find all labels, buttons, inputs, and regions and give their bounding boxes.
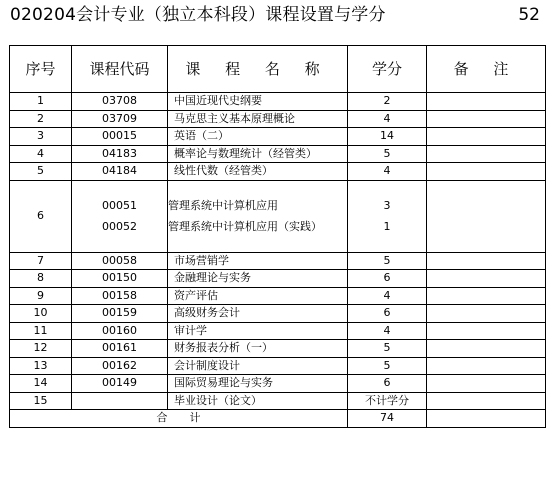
code-cell: 00149 xyxy=(72,375,168,393)
table-row xyxy=(10,163,546,181)
course-table xyxy=(9,45,546,428)
code-cell xyxy=(72,180,168,252)
table-row xyxy=(10,110,546,128)
code-line: 00052 xyxy=(102,220,137,233)
header-seq: 序号 xyxy=(10,46,72,93)
credit-cell: 14 xyxy=(348,128,427,146)
seq-cell: 12 xyxy=(10,340,72,358)
header-name-text: 课 程 名 称 xyxy=(185,60,330,78)
code-cell: 03708 xyxy=(72,93,168,111)
credit-cell: 5 xyxy=(348,145,427,163)
credit-cell: 5 xyxy=(348,357,427,375)
header-credit: 学分 xyxy=(348,46,427,93)
code-cell: 03709 xyxy=(72,110,168,128)
table-row xyxy=(10,287,546,305)
code-cell: 00159 xyxy=(72,305,168,323)
note-cell xyxy=(427,357,546,375)
course-name-cell: 概率论与数理统计（经管类） xyxy=(168,145,348,163)
header-note-text: 备 注 xyxy=(453,60,519,78)
course-name-cell: 会计制度设计 xyxy=(168,357,348,375)
header-code: 课程代码 xyxy=(72,46,168,93)
table-header-row xyxy=(10,46,546,93)
note-cell xyxy=(427,163,546,181)
seq-cell: 3 xyxy=(10,128,72,146)
table-row xyxy=(10,305,546,323)
table-row xyxy=(10,180,546,252)
course-name-cell: 马克思主义基本原理概论 xyxy=(168,110,348,128)
code-cell: 00162 xyxy=(72,357,168,375)
seq-cell: 15 xyxy=(10,392,72,410)
code-cell xyxy=(72,392,168,410)
code-line: 00051 xyxy=(102,199,137,212)
course-name-cell: 审计学 xyxy=(168,322,348,340)
note-cell xyxy=(427,340,546,358)
credit-line: 3 xyxy=(383,199,391,212)
code-cell: 00015 xyxy=(72,128,168,146)
course-name-cell: 市场营销学 xyxy=(168,252,348,270)
credit-cell: 2 xyxy=(348,93,427,111)
document-title: 020204会计专业（独立本科段）课程设置与学分 xyxy=(10,5,386,25)
course-name-cell: 财务报表分析（一） xyxy=(168,340,348,358)
header-note xyxy=(427,46,546,93)
note-cell xyxy=(427,93,546,111)
note-cell xyxy=(427,322,546,340)
header-name xyxy=(168,46,348,93)
seq-cell: 1 xyxy=(10,93,72,111)
table-row xyxy=(10,270,546,288)
code-cell: 00058 xyxy=(72,252,168,270)
seq-cell: 5 xyxy=(10,163,72,181)
note-cell xyxy=(427,305,546,323)
page-header xyxy=(10,4,540,28)
credit-line: 1 xyxy=(383,220,391,233)
code-cell: 04184 xyxy=(72,163,168,181)
code-cell: 00160 xyxy=(72,322,168,340)
credit-cell: 5 xyxy=(348,252,427,270)
table-row xyxy=(10,357,546,375)
course-name-cell: 英语（二） xyxy=(168,128,348,146)
course-name-cell: 资产评估 xyxy=(168,287,348,305)
credit-cell: 6 xyxy=(348,270,427,288)
seq-cell: 8 xyxy=(10,270,72,288)
course-name-cell: 线性代数（经管类） xyxy=(168,163,348,181)
credit-cell: 4 xyxy=(348,322,427,340)
table-row xyxy=(10,322,546,340)
note-cell xyxy=(427,110,546,128)
course-name-cell: 国际贸易理论与实务 xyxy=(168,375,348,393)
credit-cell: 4 xyxy=(348,287,427,305)
seq-cell: 4 xyxy=(10,145,72,163)
note-cell xyxy=(427,270,546,288)
table-row xyxy=(10,128,546,146)
credit-cell: 不计学分 xyxy=(348,392,427,410)
table-row xyxy=(10,392,546,410)
note-cell xyxy=(427,392,546,410)
total-label: 合 计 xyxy=(10,410,348,428)
note-cell xyxy=(427,180,546,252)
note-cell xyxy=(427,410,546,428)
table-row xyxy=(10,340,546,358)
seq-cell: 6 xyxy=(10,180,72,252)
seq-cell: 14 xyxy=(10,375,72,393)
course-name-cell: 毕业设计（论文） xyxy=(168,392,348,410)
note-cell xyxy=(427,252,546,270)
table-row xyxy=(10,145,546,163)
code-cell: 00161 xyxy=(72,340,168,358)
seq-cell: 11 xyxy=(10,322,72,340)
page-number: 52 xyxy=(518,5,540,25)
code-cell: 00150 xyxy=(72,270,168,288)
table-row xyxy=(10,375,546,393)
note-cell xyxy=(427,287,546,305)
course-name-cell: 金融理论与实务 xyxy=(168,270,348,288)
credit-cell: 6 xyxy=(348,305,427,323)
course-name-cell: 中国近现代史纲要 xyxy=(168,93,348,111)
total-row xyxy=(10,410,546,428)
total-credit: 74 xyxy=(348,410,427,428)
credit-cell: 4 xyxy=(348,163,427,181)
course-name-cell xyxy=(168,180,348,252)
course-name-line: 管理系统中计算机应用（实践） xyxy=(168,220,322,233)
note-cell xyxy=(427,375,546,393)
credit-cell: 6 xyxy=(348,375,427,393)
course-name-cell: 高级财务会计 xyxy=(168,305,348,323)
course-name-line: 管理系统中计算机应用 xyxy=(168,199,278,212)
note-cell xyxy=(427,145,546,163)
table-row xyxy=(10,93,546,111)
code-cell: 00158 xyxy=(72,287,168,305)
table-row xyxy=(10,252,546,270)
seq-cell: 7 xyxy=(10,252,72,270)
credit-cell xyxy=(348,180,427,252)
seq-cell: 2 xyxy=(10,110,72,128)
credit-cell: 5 xyxy=(348,340,427,358)
seq-cell: 13 xyxy=(10,357,72,375)
seq-cell: 10 xyxy=(10,305,72,323)
credit-cell: 4 xyxy=(348,110,427,128)
note-cell xyxy=(427,128,546,146)
code-cell: 04183 xyxy=(72,145,168,163)
seq-cell: 9 xyxy=(10,287,72,305)
